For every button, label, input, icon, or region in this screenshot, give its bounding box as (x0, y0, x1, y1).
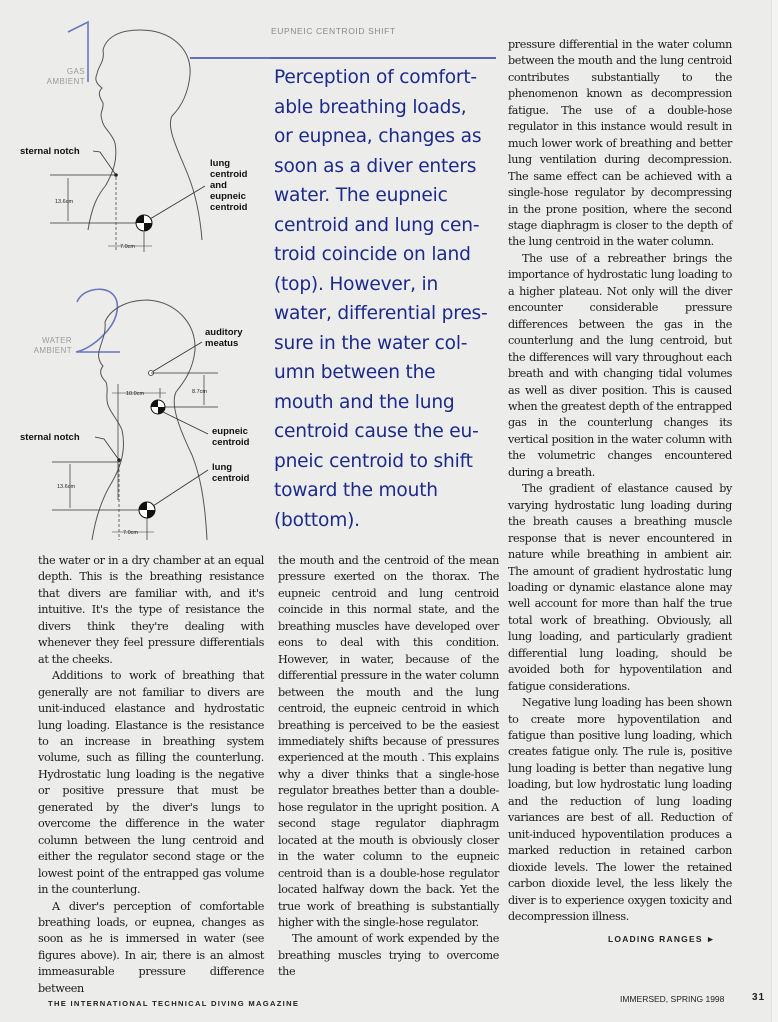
body-column-right (508, 37, 732, 925)
paragraph: The gradient of elastance caused by varying hydrostatic lung loading during the breath causes a breathing muscle response that is never encountered in nature while breathing in ambient air. The amount of gradient hydrostatic lung loading or dynamic elastance alone may well account for more than half the true total work of breathing. Obviously, all lung loading, and particularly gradient differential lung loading, should be avoided both for hypoventilation and fatigue considerations. (508, 482, 732, 693)
pull-quote-line: pneic centroid to shift (274, 450, 473, 472)
dim-8-7: 8.7cm (192, 389, 207, 395)
label-lung-centroid-top-3: and (210, 180, 227, 191)
label-lung-centroid-top-2: centroid (210, 169, 248, 180)
label-eupneic-2: centroid (212, 437, 250, 448)
dim-7-0-bottom: 7.0cm (123, 530, 138, 536)
dim-10-0: 10.0cm (126, 391, 145, 397)
paragraph: The amount of work expended by the breathing muscles trying to overcome the (278, 932, 499, 979)
pull-quote-line: mouth and the lung (274, 391, 455, 413)
figure-water-ambient (20, 289, 250, 540)
label-auditory-1: auditory (205, 327, 243, 338)
label-sternal-notch-2: sternal notch (20, 432, 80, 443)
pull-quote-line: troid coincide on land (274, 244, 471, 265)
pull-quote-line: soon as a diver enters (274, 155, 477, 177)
paragraph: pressure differential in the water column between the mouth and the lung centroid contributes substantially to the phenomenon known as decompression fatigue. The use of a double-hose regulator in this instance would result in much lower work of breathing and better lung ventilation during decompression. The same effect can be achieved with a single-hose regulator by decompressing in the prone position, where the second stage diaphragm is closer to the depth of the lung centroid in the water column. (508, 38, 732, 249)
eupneic-centroid-marker (151, 400, 165, 414)
ambient-label-ambient: AMBIENT (46, 77, 85, 86)
continued-link-loading-ranges[interactable]: LOADING RANGES ► (608, 934, 716, 944)
pull-quote-line: water. The eupneic (274, 185, 448, 206)
label-lung-2: centroid (212, 473, 250, 484)
dim-7-0-top: 7.0cm (120, 244, 135, 250)
pull-quote-line: centroid and lung cen- (274, 214, 480, 236)
label-lung-centroid-top-5: centroid (210, 202, 248, 213)
ambient-label-water: WATER (42, 336, 72, 345)
paragraph: Negative lung loading has been shown to create more hypoventilation and fatigue than positive lung loading, which creates fatigue only. The rule is, positive lung loading is better than negative lung loading, but low hydrostatic lung loading and the reduction of lung loading variances are best of all. Reduction of unit-induced hypoventilation produces a marked reduction in retained carbon dioxide levels. The lower the retained carbon dioxide level, the less likely the diver is to experience oxygen toxicity and decompression illness. (508, 696, 732, 924)
pull-quote-line: water, differential pres- (274, 303, 488, 324)
centroid-marker-top (136, 215, 152, 231)
figure-gas-ambient (20, 22, 270, 252)
paragraph: the water or in a dry chamber at an equal depth. This is the breathing resistance that divers are familiar with, and it's intuitive. It's the type of resistance the divers think they're dealing with whenever they feel pressure differentials at the cheeks. (38, 554, 264, 666)
pull-quote-line: Perception of comfort- (274, 67, 477, 88)
paragraph: The use of a rebreather brings the importance of hydrostatic lung loading to a higher plateau. Not only will the diver encounter considerable pressure differences between the gas in the counterlung and the lung centroid, but the differences will vary throughout each breath and with changing tidal volumes as well as diver position. This is caused when the greatest depth of the entrapped gas in the counterlung changes its vertical position in the water column with the volumetric changes encountered during a breath. (508, 251, 732, 479)
dim-13-6-bottom: 13.6cm (57, 484, 76, 490)
dim-13-6-top: 13.6cm (55, 199, 74, 205)
centroid-diagram (0, 0, 270, 550)
figure-number-2 (76, 289, 120, 352)
label-auditory-2: meatus (205, 338, 239, 349)
pull-quote-line: able breathing loads, (274, 96, 467, 118)
pull-quote-line: or eupnea, changes as (274, 126, 482, 147)
paragraph: the mouth and the centroid of the mean pressure exerted on the thorax. The eupneic centroid and lung centroid coincide in this normal state, and the breathing muscles have developed over eons to deal with this condition. However, in water, because of the differential pressure in the water column between the mouth and the lung centroid, the eupneic centroid in which breathing is perceived to be the easiest immediately shifts because of pressures experienced at the mouth . This explains why a diver thinks that a single-hose regulator breathes better than a double-hose regulator in the upright position. A second stage regulator diaphragm located at the mouth is obviously closer in the water column to the eupneic centroid than is a double-hose regulator located halfway down the back. Yet the true work of breathing is substantially higher with the single-hose regulator. (278, 554, 499, 929)
ambient-label-gas: GAS (66, 67, 85, 76)
label-lung-centroid-top-1: lung (210, 158, 231, 169)
pull-quote-line: (top). However, in (274, 273, 439, 295)
pull-quote-line: toward the mouth (274, 480, 438, 501)
body-column-middle (278, 553, 499, 981)
pull-quote-line: umn between the (274, 362, 436, 383)
footer-publication: THE INTERNATIONAL TECHNICAL DIVING MAGAZINE (48, 999, 300, 1008)
pull-quote (274, 63, 499, 535)
label-eupneic-1: eupneic (212, 426, 248, 437)
body-column-left (38, 553, 264, 997)
page-number: 31 (752, 992, 766, 1003)
pull-quote-line: centroid cause the eu- (274, 421, 479, 442)
lung-centroid-marker (139, 502, 155, 518)
paragraph: Additions to work of breathing that generally are not familiar to divers are unit-induced elastance and hydrostatic lung loading. Elastance is the resistance to an increase in breathing system volume, such as filling the counterlung. Hydrostatic lung loading is the negative or positive pressure that must be generated by the diver's lungs to overcome the difference in the water column between the lung centroid and either the regulator second stage or the lowest point of the entrapped gas volume in the counterlung. (38, 669, 264, 897)
paragraph: A diver's perception of comfortable breathing loads, or eupnea, changes as soon as he is immersed in water (see figures above). In air, there is an almost immeasurable pressure difference between (38, 899, 264, 995)
section-label: EUPNEIC CENTROID SHIFT (271, 26, 396, 36)
pull-quote-line: sure in the water col- (274, 332, 468, 354)
pull-quote-line: (bottom). (274, 509, 360, 531)
label-lung-1: lung (212, 462, 233, 473)
ambient-label-ambient-2: AMBIENT (33, 346, 72, 355)
footer-issue: IMMERSED, SPRING 1998 (620, 994, 725, 1004)
head-outline (88, 30, 202, 240)
label-sternal-notch: sternal notch (20, 146, 80, 157)
page-edge (771, 0, 778, 1022)
label-lung-centroid-top-4: eupneic (210, 191, 246, 202)
